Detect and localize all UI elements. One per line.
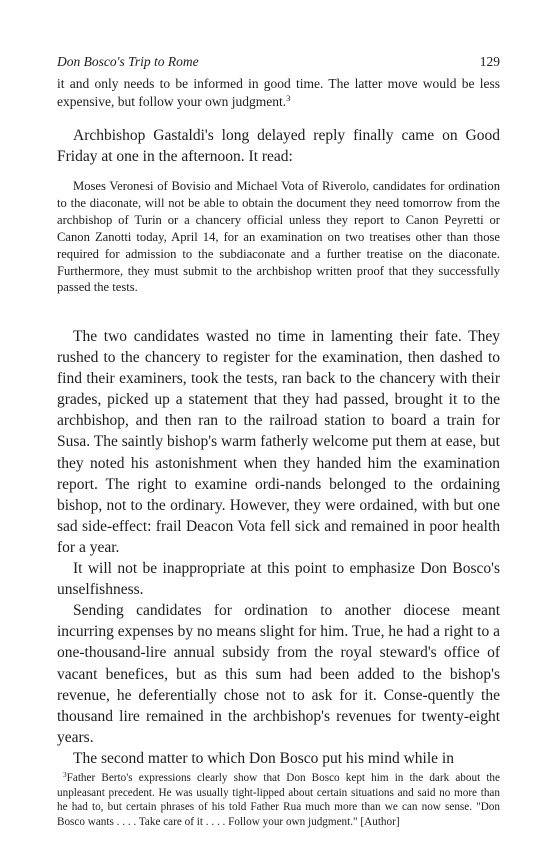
footnote-text	[57, 771, 500, 829]
page-number: 129	[479, 54, 500, 69]
paragraph: Sending candidates for ordination to another diocese meant incurring expenses by no means slight for him. True, he had a right to a one-thousand-lire annual subsidy from the royal steward's office of vacant benefices, but as this sum had been added to the bishop's revenue, he deferentially chose not to ask for it. Conse-quently the thousand lire remained in the archbishop's revenues for twenty-eight years.	[57, 602, 500, 746]
block-quote: Moses Veronesi of Bovisio and Michael Vota of Riverolo, candidates for ordination to the diaconate, will not be able to obtain the document they need tomorrow from the archbishop of Turin or a chancery official unless they report to Canon Peyretti or Canon Zanotti today, April 14, for an examination on two treatises other than those required for admission to the subdiaconate and a further treatise on the diaconate. Furthermore, they must submit to the archbishop written proof that they successfully passed the tests.	[57, 179, 500, 295]
running-title: Don Bosco's Trip to Rome	[57, 54, 199, 69]
paragraph-text: it and only needs to be informed in good time. The latter move would be less expensive, but follow your own judgment.	[57, 76, 500, 109]
paragraph-continuation	[57, 75, 500, 111]
footnote-body: Father Berto's expressions clearly show that Don Bosco kept him in the dark about the unpleasant precedent. He was usually tight-lipped about certain situations and said no more than he had to, but certain phrases of his told Father Rua much more than we can now sense. "Don Bosco wants . . . . Take care of it . . . . Follow your own judgment." [Author]	[57, 772, 500, 828]
footnote-marker: 3	[63, 771, 67, 779]
paragraph: The two candidates wasted no time in lamenting their fate. They rushed to the chancery to register for the examination, then dashed to find their examiners, took the tests, ran back to the chancery with their grades, picked up a statement that they had passed, brought it to the archbishop, and then ran to the railroad station to board a train for Susa. The saintly bishop's warm fatherly welcome put them at ease, but they noted his astonishment when they handed him the examination report. The right to examine ordi-nands belonged to the ordaining bishop, not to the ordinary. However, they were ordained, with but one sad side-effect: frail Deacon Vota fell sick and remained in poor health for a year.	[57, 328, 500, 556]
paragraph: It will not be inappropriate at this point to emphasize Don Bosco's unselfishness.	[57, 560, 500, 599]
paragraph: The second matter to which Don Bosco put his mind while in	[73, 749, 454, 767]
footnote	[57, 771, 500, 829]
page-header	[57, 54, 500, 72]
paragraph-intro: Archbishop Gastaldi's long delayed reply finally came on Good Friday at one in the afternoon. It read:	[57, 127, 500, 165]
main-text	[57, 326, 500, 769]
footnote-reference: 3	[286, 93, 291, 104]
